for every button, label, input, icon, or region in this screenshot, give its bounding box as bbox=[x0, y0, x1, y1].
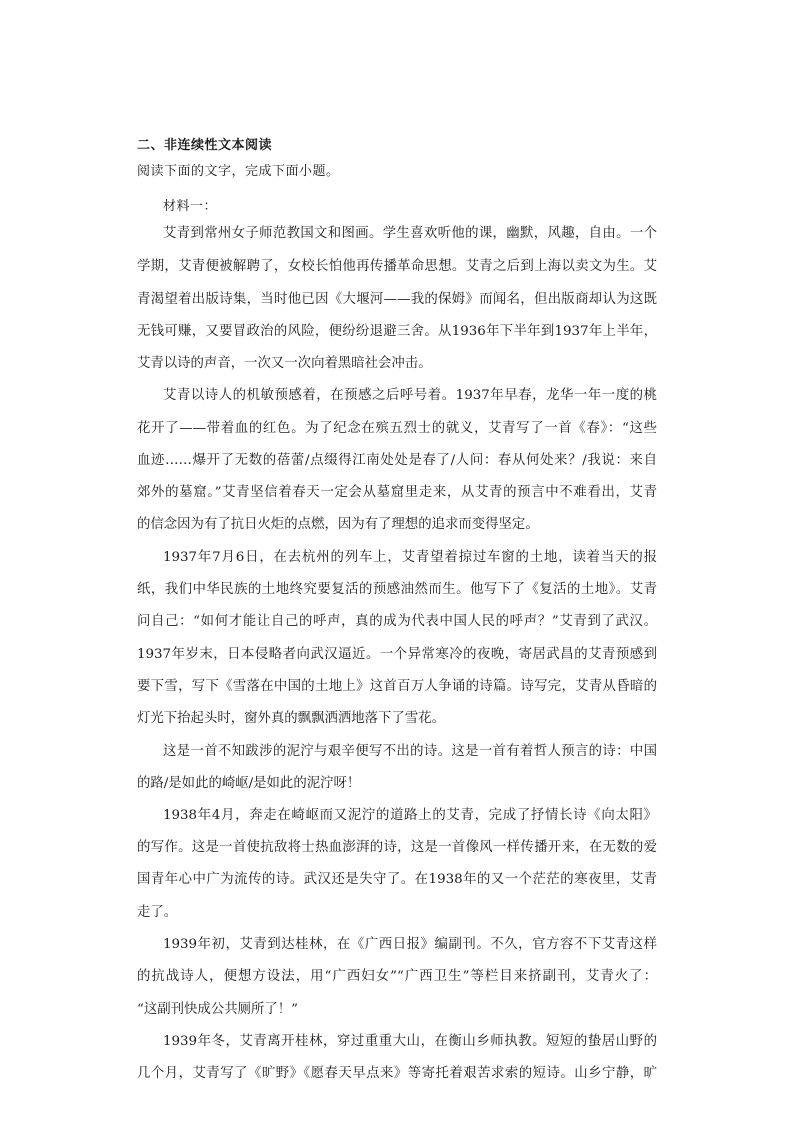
text-line: 无钱可赚，又要冒政治的风险，便纷纷退避三舍。从1936年下半年到1937年上半年， bbox=[137, 324, 657, 339]
text-line: 问自己：“如何才能让自己的呼声，真的成为代表中国人民的呼声？”艾青到了武汉。 bbox=[137, 614, 657, 629]
section-heading: 二、非连续性文本阅读 bbox=[137, 138, 273, 153]
text-line: 1937年岁末，日本侵略者向武汉逼近。一个异常寒冷的夜晚，寄居武昌的艾青预感到 bbox=[137, 647, 657, 662]
text-line: 1938年4月，奔走在崎岖而又泥泞的道路上的艾青，完成了抒情长诗《向太阳》 bbox=[163, 808, 657, 823]
text-line: 艾青以诗人的机敏预感着，在预感之后呼号着。1937年早春，龙华一年一度的桃 bbox=[163, 388, 657, 403]
text-line: 的抗战诗人，便想方设法，用“广西妇女”“广西卫生”等栏目来挤副刊，艾青火了： bbox=[137, 969, 657, 984]
text-line: 几个月，艾青写了《旷野》《愿春天早点来》等寄托着艰苦求索的短诗。山乡宁静，旷 bbox=[137, 1066, 657, 1081]
text-line: 1939年冬，艾青离开桂林，穿过重重大山，在衡山乡师执教。短短的蛰居山野的 bbox=[163, 1034, 657, 1049]
text-line: 1939年初，艾青到达桂林，在《广西日报》编副刊。不久，官方容不下艾青这样 bbox=[163, 937, 657, 952]
text-line: “这副刊快成公共厕所了！” bbox=[137, 1002, 298, 1017]
text-line: 走了。 bbox=[137, 905, 178, 920]
text-line: 青渴望着出版诗集，当时他已因《大堰河——我的保姆》而闻名，但出版商却认为这既 bbox=[137, 292, 657, 307]
text-line: 血迹……爆开了无数的蓓蕾/点缀得江南处处是春了/人问：春从何处来？/我说：来自 bbox=[137, 453, 657, 468]
text-line: 艾青到常州女子师范教国文和图画。学生喜欢听他的课，幽默，风趣，自由。一个 bbox=[163, 226, 657, 241]
text-line: 郊外的墓窟。”艾青坚信着春天一定会从墓窟里走来，从艾青的预言中不难看出，艾青 bbox=[137, 485, 657, 500]
material-label: 材料一： bbox=[163, 199, 218, 214]
text-line: 的写作。这是一首使抗敌将士热血澎湃的诗，这是一首像风一样传播开来，在无数的爱 bbox=[137, 840, 657, 855]
text-line: 灯光下抬起头时，窗外真的飘飘洒洒地落下了雪花。 bbox=[137, 711, 445, 726]
reading-instruction: 阅读下面的文字，完成下面小题。 bbox=[137, 164, 340, 179]
text-line: 学期，艾青便被解聘了，女校长怕他再传播革命思想。艾青之后到上海以卖文为生。艾 bbox=[137, 259, 657, 274]
text-line: 这是一首不知跋涉的泥泞与艰辛便写不出的诗。这是一首有着哲人预言的诗：中国 bbox=[163, 744, 657, 759]
text-line: 国青年心中广为流传的诗。武汉还是失守了。在1938年的又一个茫茫的寒夜里，艾青 bbox=[137, 872, 657, 887]
text-line: 要下雪，写下《雪落在中国的土地上》这首百万人争诵的诗篇。诗写完，艾青从昏暗的 bbox=[137, 679, 657, 694]
text-line: 的信念因为有了抗日火炬的点燃，因为有了理想的追求而变得坚定。 bbox=[137, 517, 539, 532]
text-line: 1937年7月6日，在去杭州的列车上，艾青望着掠过车窗的土地，读着当天的报 bbox=[163, 550, 657, 565]
text-line: 纸，我们中华民族的土地终究要复活的预感油然而生。他写下了《复活的土地》。艾青 bbox=[137, 582, 657, 597]
text-line: 的路/是如此的崎岖/是如此的泥泞呀！ bbox=[137, 776, 361, 791]
text-line: 花开了——带着血的红色。为了纪念在殡五烈士的就义，艾青写了一首《春》：“这些 bbox=[137, 421, 657, 436]
text-line: 艾青以诗的声音，一次又一次向着黑暗社会冲击。 bbox=[137, 356, 432, 371]
